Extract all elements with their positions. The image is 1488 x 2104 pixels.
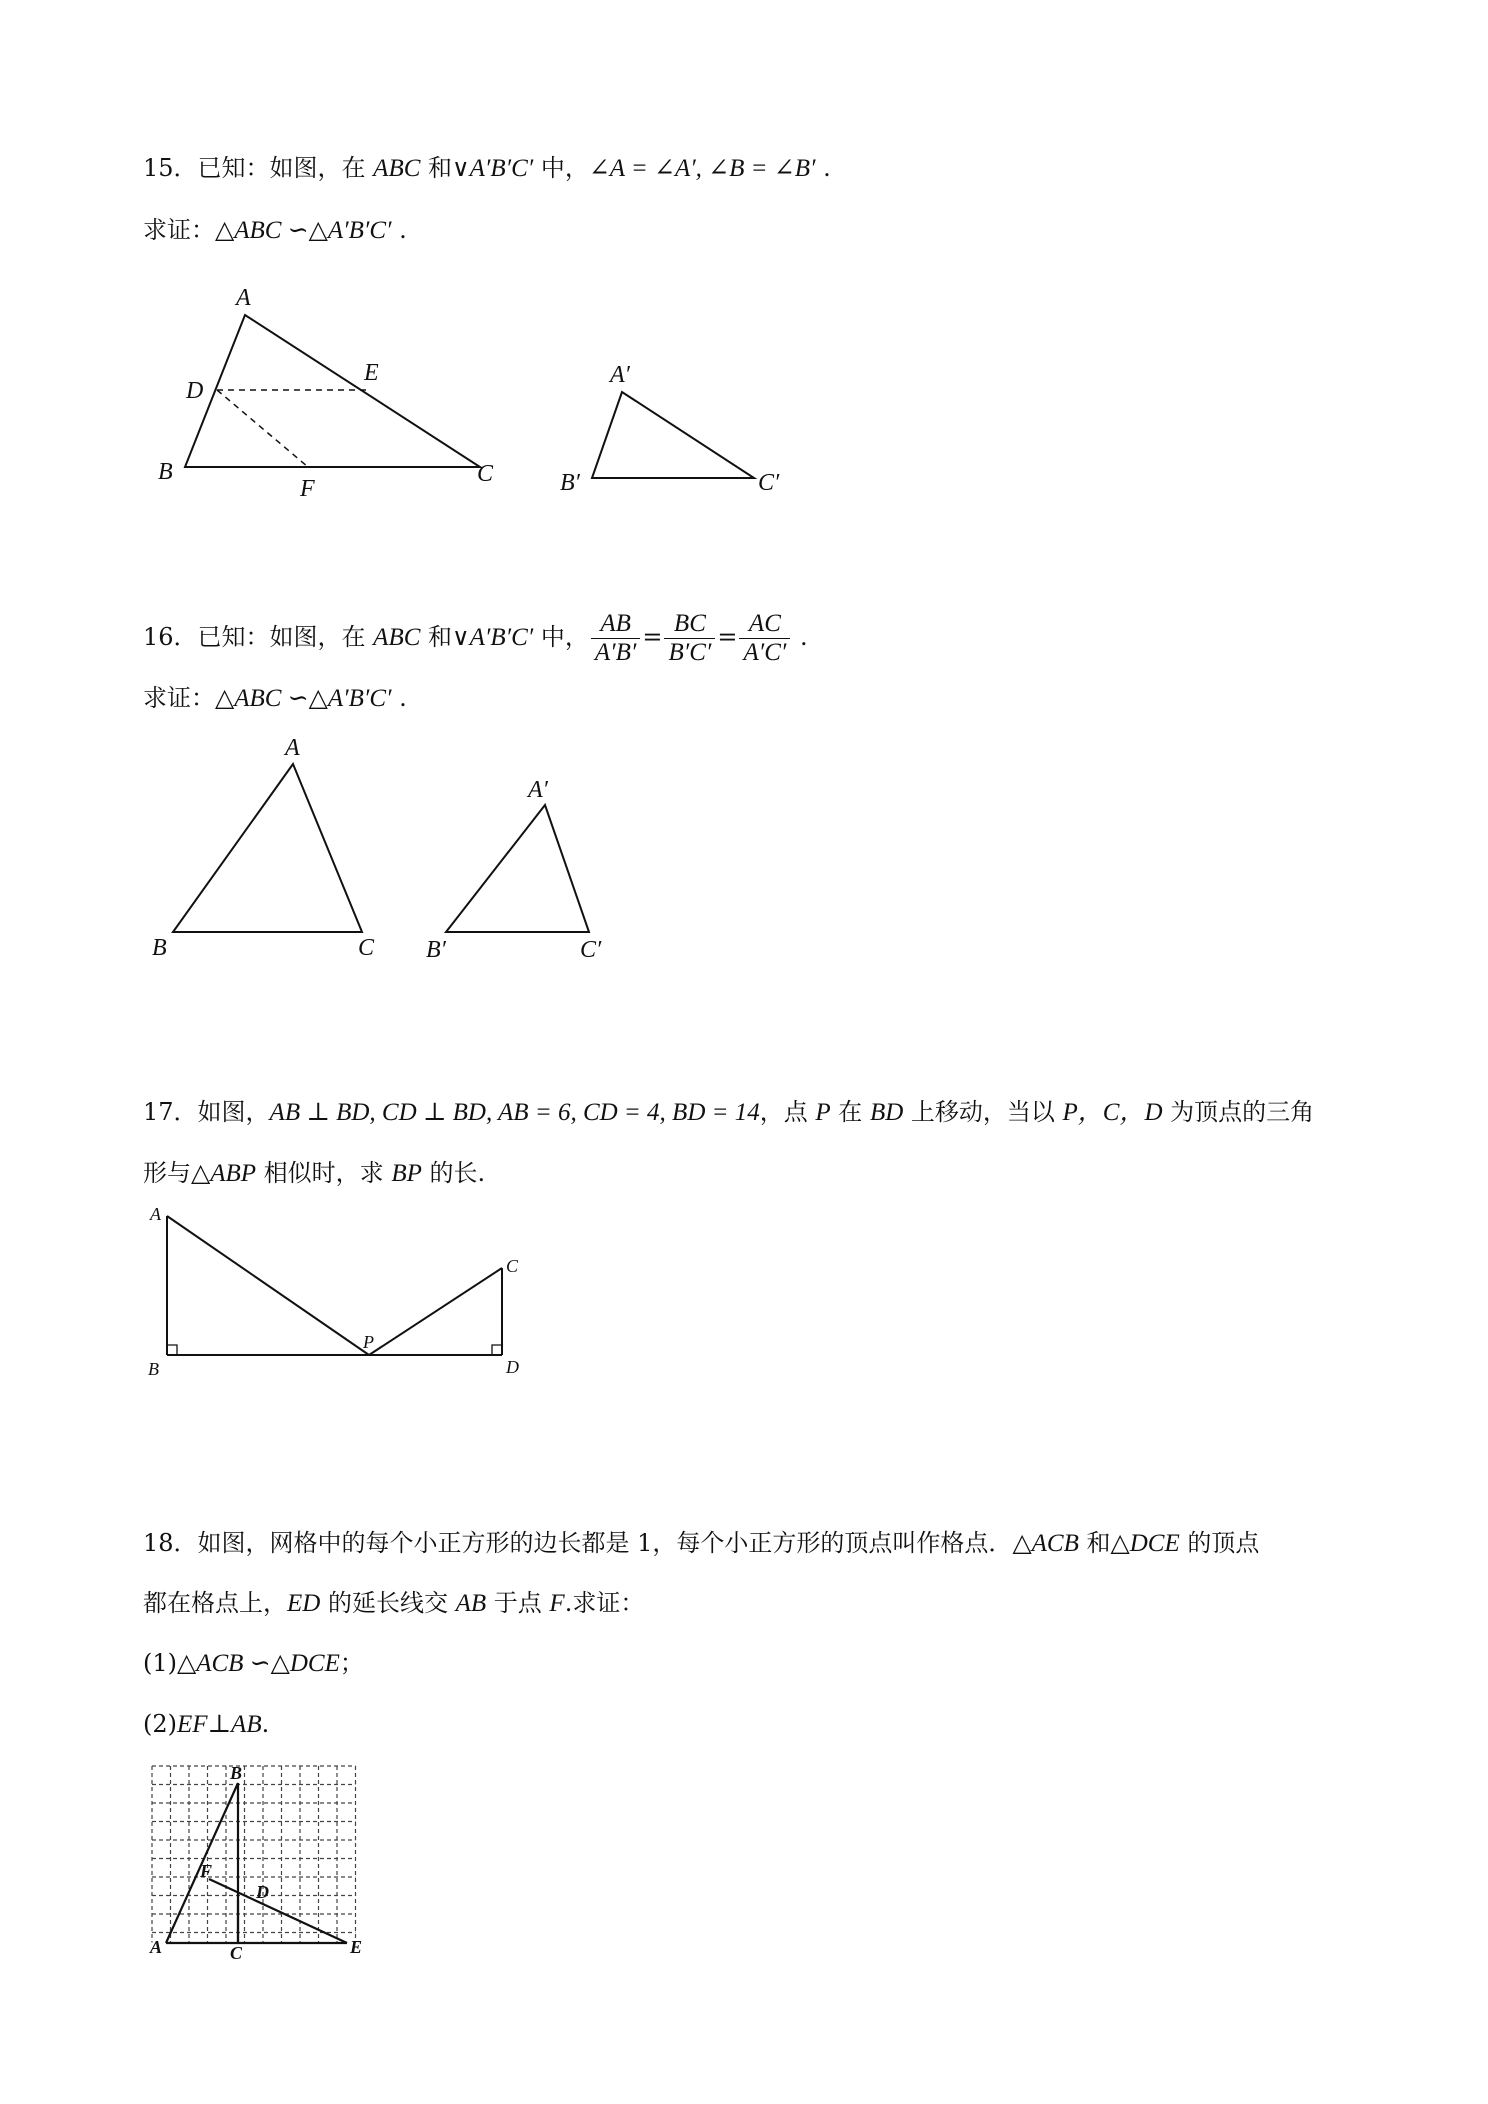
q15-prove-statement: △ABC ∽△A′B′C′	[215, 217, 392, 244]
q17-label-c: C	[506, 1256, 519, 1276]
q18-text-4: 都在格点上，	[143, 1589, 287, 1617]
q17-text-5: 形与	[143, 1159, 191, 1187]
q18-line4	[143, 1708, 269, 1741]
q17-points-pcd: P，C，D	[1062, 1099, 1163, 1126]
q17-text-2: 在	[830, 1098, 870, 1126]
q17-segment-pc	[369, 1268, 502, 1355]
q17-triangle-abp: △ABP	[191, 1160, 257, 1187]
q16-fraction-ab-denominator: A′B′	[594, 639, 637, 666]
q16-line1	[143, 610, 808, 667]
q15-label-f: F	[300, 476, 315, 502]
q16-end: .	[792, 623, 808, 651]
q16-label-b2: B′	[426, 937, 446, 963]
q18-text-3: 的顶点	[1179, 1529, 1260, 1557]
q15-label-a2: A′	[610, 362, 630, 388]
q17-right-angle-b	[167, 1345, 177, 1355]
q18-label-f: F	[200, 1861, 213, 1881]
q16-equals-1: =	[642, 623, 663, 651]
q15-segment-df	[217, 390, 308, 467]
q18-part1-end: ；	[339, 1649, 364, 1677]
q18-triangle-acb: △ACB	[1012, 1530, 1079, 1557]
q16-text-prefix: 16．已知：如图，在	[143, 623, 374, 651]
q16-fraction-ac	[739, 610, 790, 667]
q16-triangle-a2b2c2-shape	[446, 805, 589, 932]
q18-segment-ab: AB	[455, 1590, 487, 1617]
q15-label-b2: B′	[560, 470, 580, 496]
q18-part2-index: (2)	[143, 1710, 177, 1738]
q17-text-3: 上移动，当以	[903, 1098, 1063, 1126]
q17-text-prefix: 17．如图，	[143, 1098, 270, 1126]
q16-fraction-bc-numerator: BC	[664, 610, 715, 639]
q18-label-a: A	[150, 1937, 163, 1957]
q15-label-e: E	[364, 360, 379, 386]
q15-prove-end: .	[391, 216, 407, 244]
q16-prove-statement: △ABC ∽△A′B′C′	[215, 685, 392, 712]
q15-figure	[140, 280, 820, 510]
q18-part1-index: (1)	[143, 1649, 177, 1677]
q16-fraction-ac-numerator: AC	[739, 610, 790, 639]
q17-segment-bd: BD	[869, 1099, 904, 1126]
q17-line1	[143, 1096, 1314, 1129]
q15-triangle-a2b2c2: A′B′C′	[469, 155, 534, 182]
q17-text-4: 为顶点的三角	[1162, 1098, 1315, 1126]
q17-condition: AB ⊥ BD, CD ⊥ BD, AB = 6, CD = 4, BD = 14	[269, 1099, 760, 1126]
q17-label-b: B	[148, 1359, 159, 1379]
q18-grid	[152, 1766, 356, 1943]
q18-label-d: D	[256, 1882, 269, 1902]
q15-text-and: 和∨	[420, 154, 470, 182]
q18-label-e: E	[350, 1937, 363, 1957]
q16-label-c: C	[358, 935, 375, 961]
q17-segment-ap	[167, 1216, 369, 1355]
q15-label-a: A	[236, 285, 251, 311]
q18-triangle-dce: △DCE	[1110, 1530, 1180, 1557]
q18-segment-ed: ED	[287, 1590, 321, 1617]
q17-segment-bp: BP	[391, 1160, 422, 1187]
q18-part2-end: .	[261, 1710, 270, 1738]
q15-prove-label: 求证：	[143, 216, 215, 244]
q17-text-1: ，点	[759, 1098, 816, 1126]
q16-equals-2: =	[717, 623, 738, 651]
q16-prove-label: 求证：	[143, 684, 215, 712]
q16-label-c2: C′	[580, 937, 602, 963]
q16-fraction-bc	[664, 610, 715, 667]
q15-triangle-abc: ABC	[373, 155, 421, 182]
q18-part2-statement: EF⊥AB	[177, 1711, 262, 1738]
q16-prove-end: .	[391, 684, 407, 712]
q18-text-7: .求证：	[564, 1589, 645, 1617]
q15-triangle-a2b2c2-shape	[592, 392, 754, 478]
q18-text-6: 于点	[486, 1589, 550, 1617]
q15-text-prefix: 15．已知：如图，在	[143, 154, 374, 182]
q17-text-7: 的长.	[421, 1159, 486, 1187]
q18-point-f: F	[549, 1590, 565, 1617]
q17-line2	[143, 1157, 485, 1190]
q15-condition: ∠A = ∠A′, ∠B = ∠B′	[588, 155, 816, 182]
q15-line2	[143, 214, 407, 247]
q17-right-angle-d	[492, 1345, 502, 1355]
q16-fraction-ab	[591, 610, 640, 667]
q16-figure	[140, 725, 640, 965]
q17-label-d: D	[506, 1357, 519, 1377]
q16-text-and: 和∨	[420, 623, 470, 651]
q18-figure	[140, 1760, 400, 1960]
q18-text-1: 18．如图，网格中的每个小正方形的边长都是 1，每个小正方形的顶点叫作格点．	[143, 1529, 1013, 1557]
q15-end: .	[815, 154, 831, 182]
q17-label-a: A	[150, 1204, 161, 1224]
q16-line2	[143, 682, 407, 715]
q16-fraction-bc-denominator: B′C′	[668, 639, 712, 666]
q15-triangle-abc-shape	[185, 315, 480, 467]
q16-label-b: B	[152, 935, 167, 961]
q15-label-d: D	[186, 378, 204, 404]
q15-label-c2: C′	[758, 470, 780, 496]
q16-fraction-ab-numerator: AB	[591, 610, 640, 639]
q18-line3	[143, 1647, 364, 1680]
q15-line1	[143, 152, 831, 185]
q16-label-a: A	[285, 735, 300, 761]
q18-text-5: 的延长线交	[320, 1589, 456, 1617]
q15-label-c: C	[477, 461, 494, 487]
q16-triangle-a2b2c2: A′B′C′	[469, 624, 534, 651]
q16-triangle-abc: ABC	[373, 624, 421, 651]
q18-segment-ef	[209, 1879, 347, 1943]
q17-label-p: P	[363, 1332, 374, 1352]
q16-text-in: 中，	[533, 623, 589, 651]
q18-text-2: 和	[1078, 1529, 1111, 1557]
q18-line2	[143, 1587, 644, 1620]
q18-part1-statement: △ACB ∽△DCE	[177, 1650, 340, 1677]
q17-point-p: P	[815, 1099, 831, 1126]
q18-line1	[143, 1527, 1259, 1560]
q16-label-a2: A′	[528, 777, 548, 803]
q16-fraction-ac-denominator: A′C′	[743, 639, 787, 666]
q18-label-b: B	[230, 1763, 243, 1783]
q17-text-6: 相似时，求	[256, 1159, 392, 1187]
q17-figure	[140, 1200, 560, 1380]
q16-triangle-abc-shape	[173, 764, 362, 932]
q15-label-b: B	[158, 459, 173, 485]
q15-text-in: 中，	[533, 154, 589, 182]
q18-label-c: C	[230, 1943, 243, 1960]
